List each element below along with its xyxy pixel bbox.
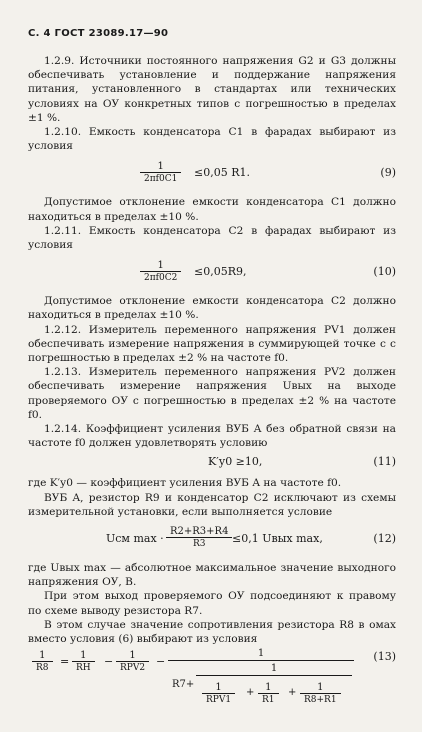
paragraph-1-2-14: 1.2.14. Коэффициент усиления ВУБ A без обратной связи на частоте f0 должен удовлетворять условию: [28, 423, 396, 450]
equation-number: (11): [373, 455, 396, 469]
nested-fraction: 1 R7+ 1 1 RPV1 + $\frac{1}{R1}$ + $\frac{1}{R8+R1}$: [168, 648, 354, 723]
equation-number: (13): [373, 650, 396, 664]
equation-number: (12): [373, 532, 396, 546]
formula-10: $\frac{1}{2\pi f0C2}$ ≤0,05R9, (10): [28, 254, 396, 290]
formula-9: $\frac{1}{2\pi f0C1}$ ≤0,05 R1. (9): [28, 155, 396, 191]
paragraph-1-2-13: 1.2.13. Измеритель переменного напряжения PV2 должен обеспечивать измерение напряжения Uвых на выходе проверяемого ОУ с погрешностью в пределах ±2 % на частоте f0.: [28, 366, 396, 421]
paragraph-r8-condition: В этом случае значение сопротивления резистора R8 в омах вместо условия (6) выбирают из условия: [28, 618, 396, 646]
equation-number: (9): [380, 166, 396, 180]
formula-12: Uсм max · $\frac{R2+R3+R4}{R3}$ ≤0,1 Uвых max, (12): [106, 526, 396, 550]
paragraph-1-2-12: 1.2.12. Измеритель переменного напряжения PV1 должен обеспечивать измерение напряжения в суммирующей точке с с погрешностью в пределах ±2 % на частоте f0.: [28, 323, 396, 365]
fraction: $\frac{R2+R3+R4}{R3}$: [166, 526, 232, 550]
paragraph-c1-tolerance: Допустимое отклонение емкости конденсатора C1 должно находиться в пределах ±10 %.: [28, 196, 396, 223]
paragraph-1-2-9: 1.2.9. Источники постоянного напряжения G2 и G3 должны обеспечивать установление и поддержание напряжения питания, установленного в стандартах или технических условиях на ОУ конкретных типов с погрешностью в пределах ±1 %.: [28, 55, 396, 124]
paragraph-c2-tolerance: Допустимое отклонение емкости конденсатора C2 должно находиться в пределах ±10 %.: [28, 295, 396, 322]
paragraph-output-connection: При этом выход проверяемого ОУ подсоединяют к правому по схеме выводу резистора R7.: [28, 590, 396, 617]
paragraph-1-2-10: 1.2.10. Емкость конденсатора C1 в фарадах выбирают из условия: [28, 126, 396, 153]
paragraph-where-u: где Uвых max — абсолютное максимальное значение выходного напряжения ОУ, В.: [28, 562, 396, 589]
formula-13: $\frac{1}{R8}$ = 1 RН − 1 RPV2 − 1 R7+ 1 1 RPV1 + $\frac{1}{R1}$ + $\frac{1}{R8+R1}$ (13): [28, 648, 396, 732]
paragraph-vub-exclude: ВУБ A, резистор R9 и конденсатор C2 исключают из схемы измерительной установки, если выполняется условие: [28, 491, 396, 518]
page-header: С. 4 ГОСТ 23089.17—90: [28, 28, 169, 39]
paragraph-where-k: где K′у0 — коэффициент усиления ВУБ A на частоте f0.: [28, 477, 342, 490]
fraction: $\frac{1}{2\pi f0C2}$: [140, 260, 181, 284]
fraction: $\frac{1}{2\pi f0C1}$: [140, 161, 181, 185]
formula-11: K′у0 ≥10, (11): [208, 455, 396, 469]
document-body: [28, 54, 396, 732]
equation-number: (10): [373, 265, 396, 279]
paragraph-1-2-11: 1.2.11. Емкость конденсатора C2 в фарадах выбирают из условия: [28, 224, 396, 252]
